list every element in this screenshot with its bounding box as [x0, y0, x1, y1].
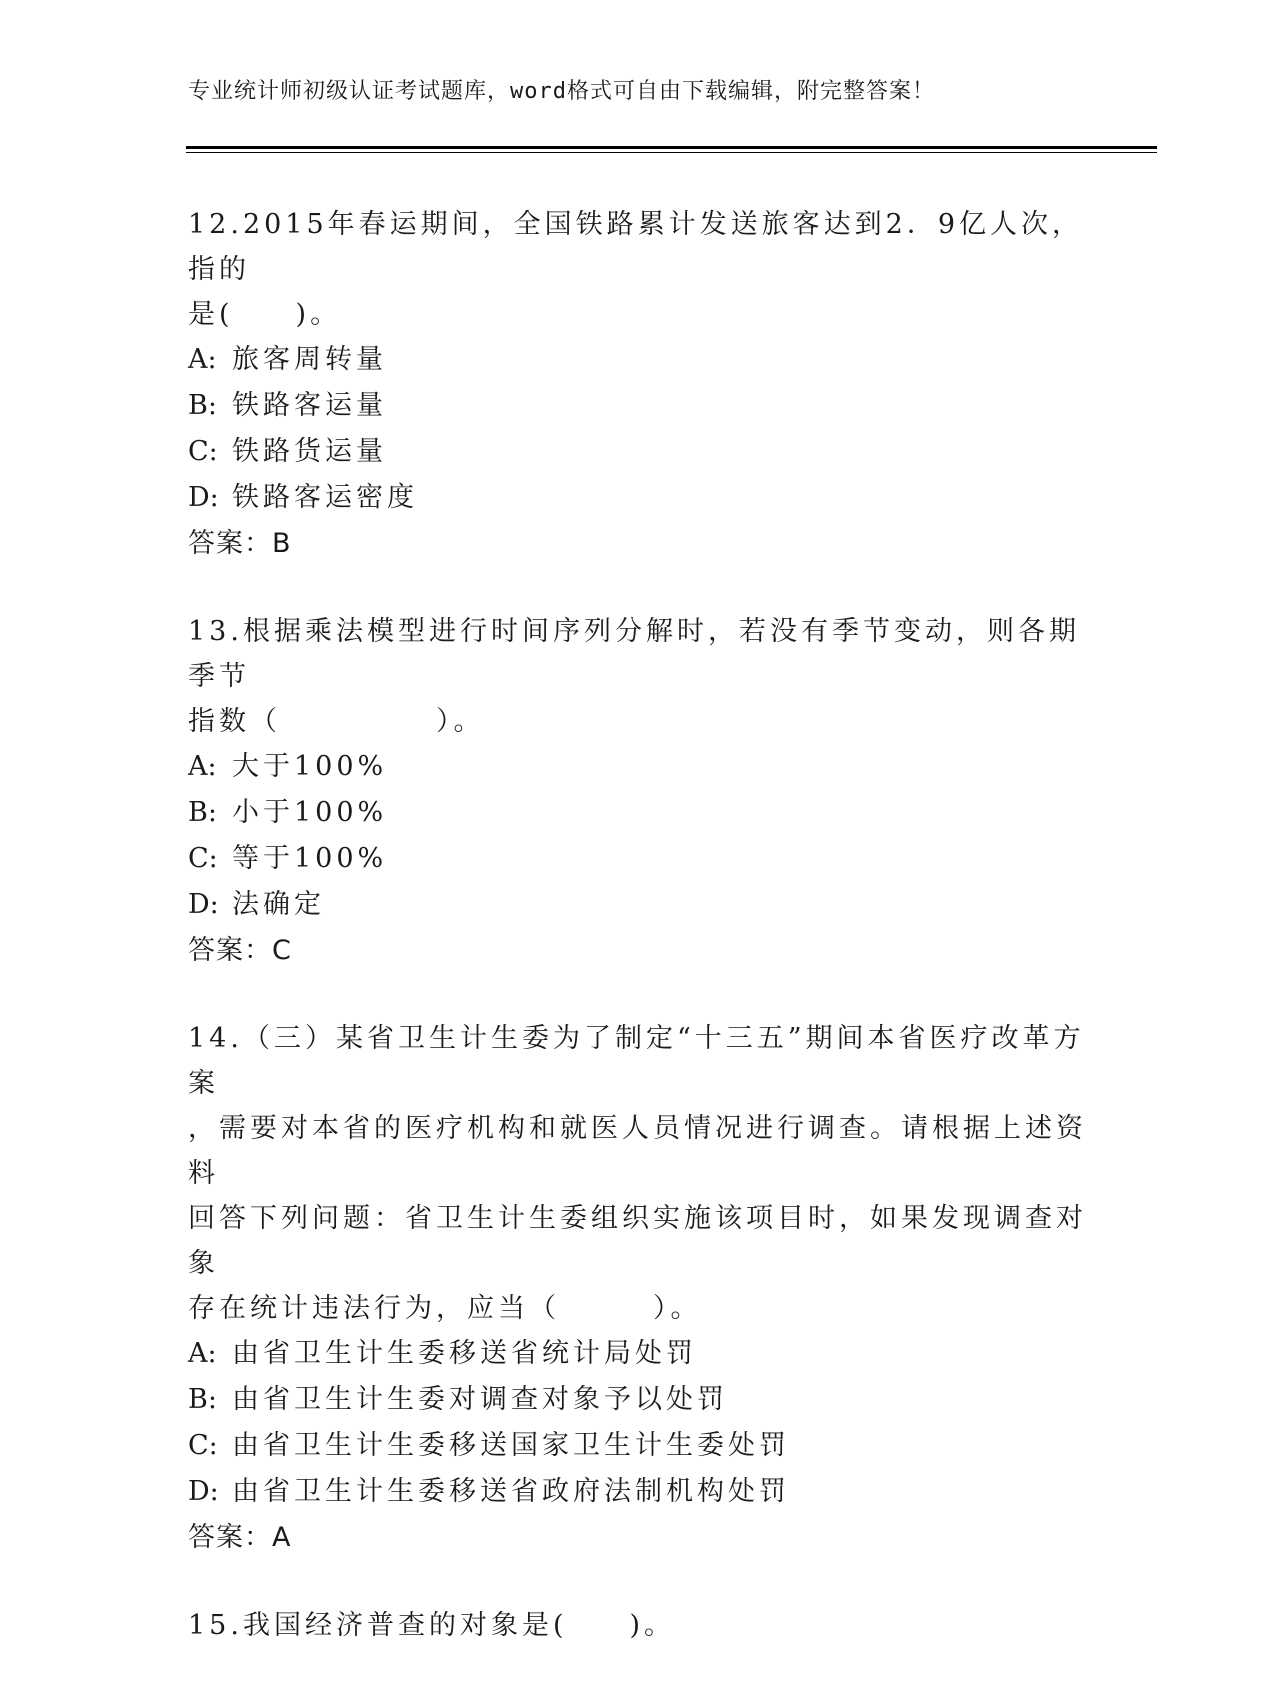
question-stem-line: 12.2015年春运期间，全国铁路累计发送旅客达到2．9亿人次，指的 [188, 209, 1084, 285]
option-key: A: [188, 344, 217, 375]
option-text: 小于100% [232, 797, 388, 828]
option-key: D: [188, 482, 219, 513]
option-b [188, 790, 1088, 836]
option-text: 铁路货运量 [232, 436, 387, 467]
option-key: B: [188, 797, 217, 828]
option-d [188, 882, 1088, 928]
question-stem-line: 存在统计违法行为，应当（ ）。 [188, 1293, 702, 1324]
option-c [188, 1423, 1088, 1469]
option-key: A: [188, 751, 217, 782]
page-header: 专业统计师初级认证考试题库，word格式可自由下载编辑，附完整答案！ [188, 79, 935, 104]
option-a [188, 744, 1088, 790]
option-text: 由省卫生计生委移送省政府法制机构处罚 [232, 1476, 790, 1507]
option-text: 铁路客运量 [232, 390, 387, 421]
question-stem-line: 15.我国经济普查的对象是( )。 [188, 1610, 676, 1641]
question-15 [188, 1603, 1088, 1648]
question-12 [188, 202, 1088, 567]
question-stem-line: 指数（ ）。 [188, 706, 485, 737]
header-divider-thin [186, 152, 1157, 153]
option-d [188, 1469, 1088, 1515]
option-text: 等于100% [232, 843, 388, 874]
option-key: A: [188, 1338, 217, 1369]
question-14 [188, 1016, 1088, 1561]
option-text: 由省卫生计生委移送省统计局处罚 [232, 1338, 697, 1369]
answer: 答案：A [188, 1522, 292, 1553]
option-key: C: [188, 843, 218, 874]
option-text: 由省卫生计生委移送国家卫生计生委处罚 [232, 1430, 790, 1461]
option-d [188, 475, 1088, 521]
option-b [188, 383, 1088, 429]
option-text: 旅客周转量 [232, 344, 387, 375]
answer: 答案：B [188, 528, 292, 559]
option-key: B: [188, 390, 217, 421]
option-text: 大于100% [232, 751, 388, 782]
option-text: 法确定 [232, 889, 325, 920]
question-stem-line: 14.（三）某省卫生计生委为了制定“十三五”期间本省医疗改革方案 [188, 1023, 1085, 1099]
option-b [188, 1377, 1088, 1423]
question-stem-line: 13.根据乘法模型进行时间序列分解时，若没有季节变动，则各期季节 [188, 616, 1080, 692]
option-a [188, 1331, 1088, 1377]
option-key: D: [188, 1476, 219, 1507]
option-text: 由省卫生计生委对调查对象予以处罚 [232, 1384, 728, 1415]
option-c [188, 836, 1088, 882]
question-list [188, 202, 1088, 1690]
question-stem-line: ，需要对本省的医疗机构和就医人员情况进行调查。请根据上述资料 [188, 1113, 1087, 1189]
option-a [188, 337, 1088, 383]
option-key: D: [188, 889, 219, 920]
header-divider-thick [186, 146, 1157, 149]
question-stem-line: 回答下列问题：省卫生计生委组织实施该项目时，如果发现调查对象 [188, 1203, 1087, 1279]
option-key: C: [188, 436, 218, 467]
option-text: 铁路客运密度 [232, 482, 418, 513]
question-stem-line: 是( )。 [188, 299, 342, 330]
option-key: C: [188, 1430, 218, 1461]
question-13 [188, 609, 1088, 974]
option-c [188, 429, 1088, 475]
option-key: B: [188, 1384, 217, 1415]
answer: 答案：C [188, 935, 292, 966]
